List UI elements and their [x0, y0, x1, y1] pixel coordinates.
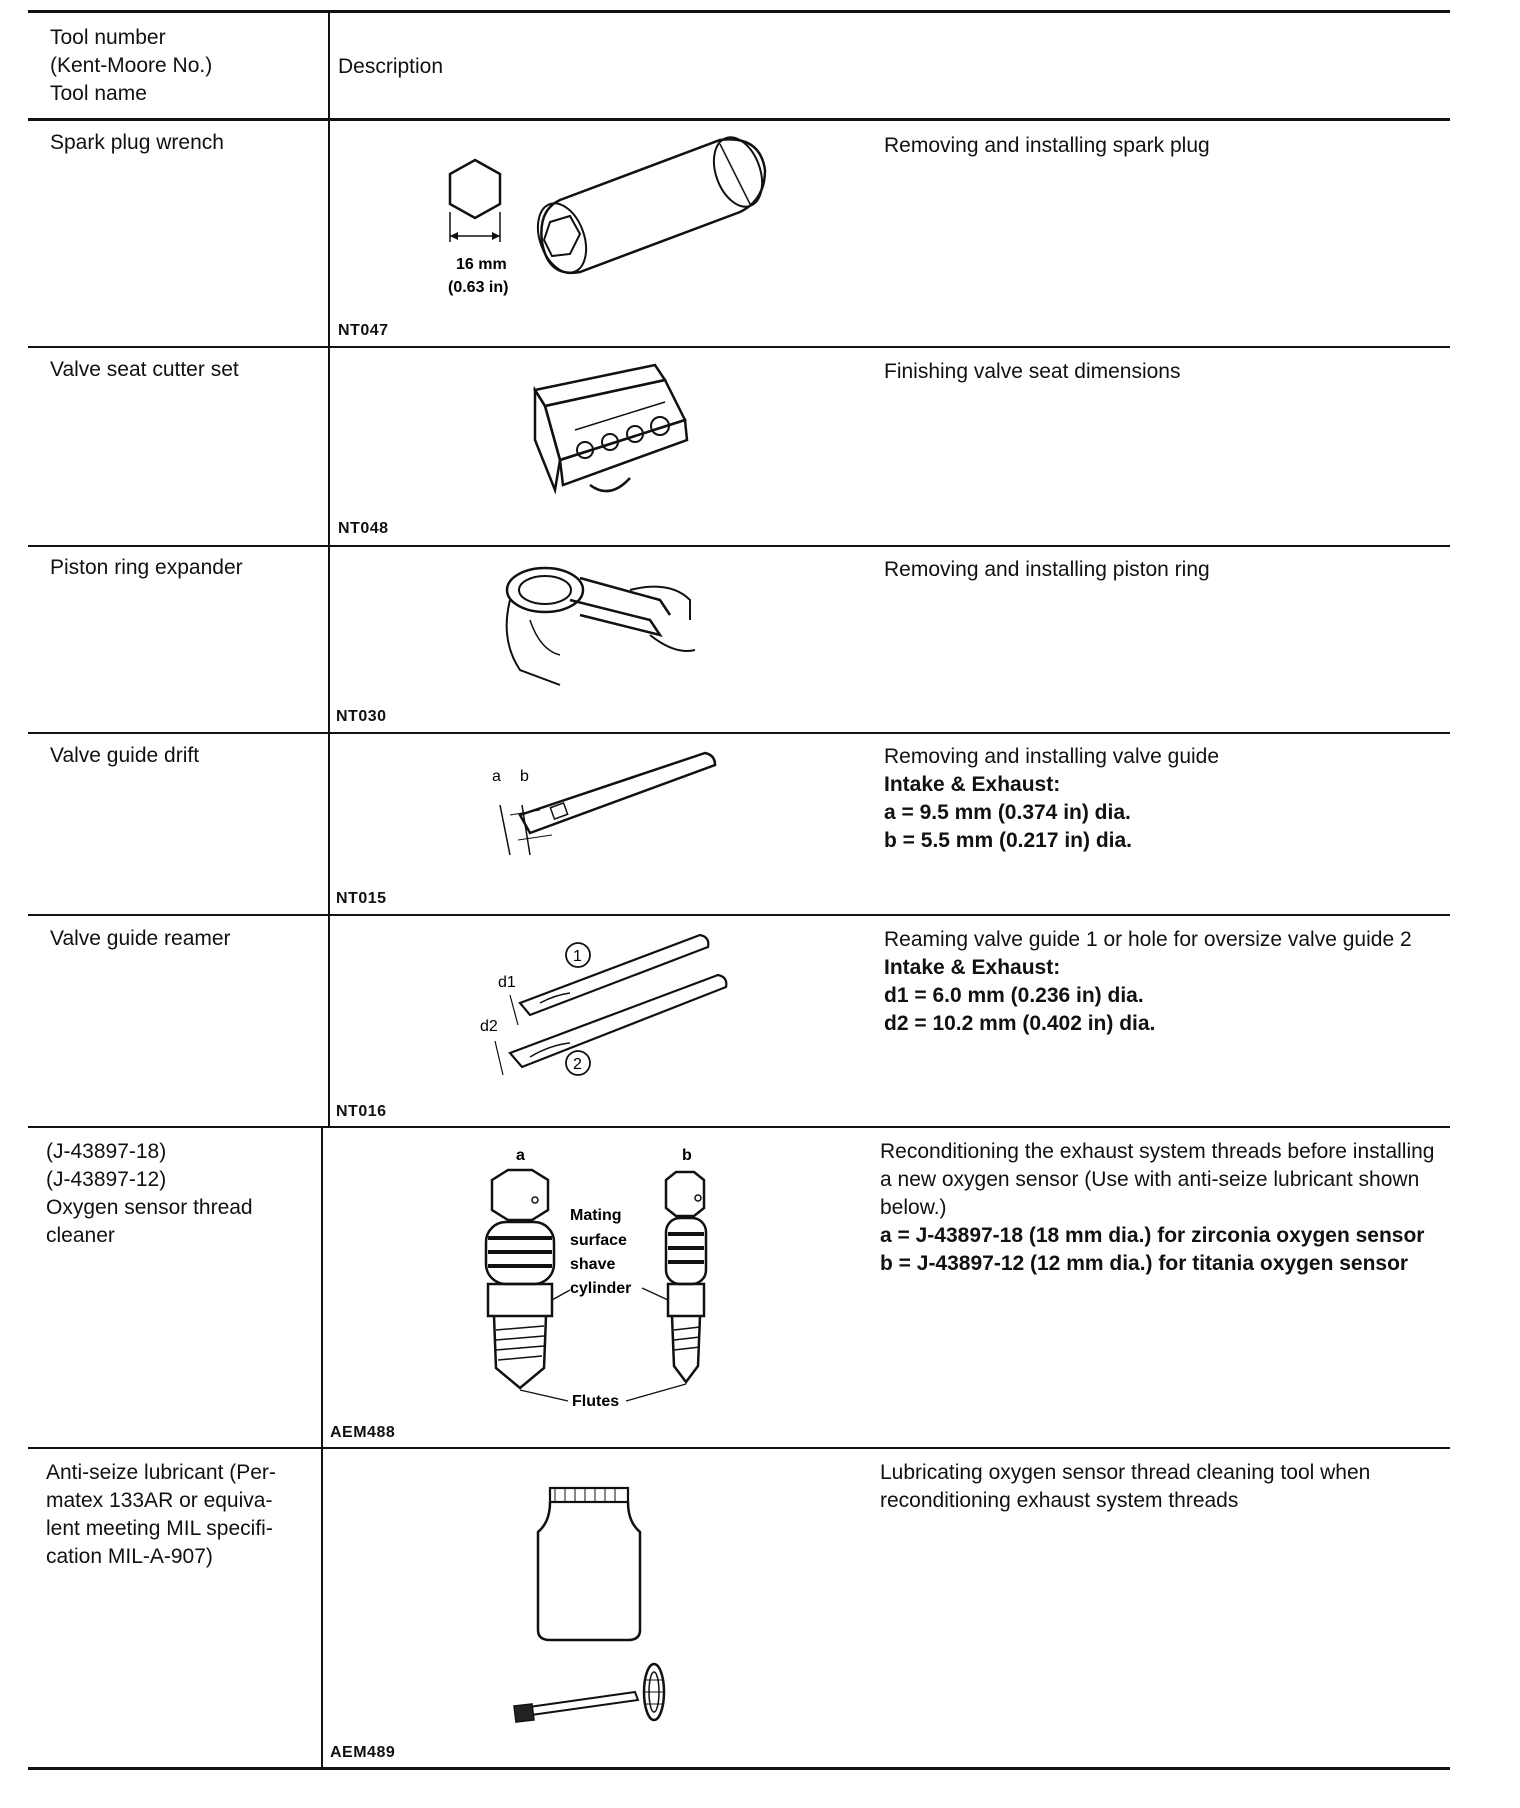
dimension-label: a	[492, 768, 501, 785]
description-valve-seat-cutter-set	[884, 358, 1444, 386]
callout-text: cylinder	[570, 1280, 632, 1297]
description-line: b = 5.5 mm (0.217 in) dia.	[884, 829, 1133, 852]
header-tool-line: (Kent-Moore No.)	[50, 54, 213, 77]
dimension-label: d1	[498, 974, 516, 991]
flutes-label: Flutes	[572, 1393, 620, 1410]
tool-a-label: a	[516, 1147, 525, 1164]
table-bottom-rule	[28, 1767, 1450, 1770]
tool-name-spark-plug-wrench	[50, 129, 320, 157]
figure-code: NT015	[336, 890, 387, 907]
tool-name-line: Valve guide drift	[50, 744, 200, 767]
column-divider-lower	[321, 1126, 323, 1770]
tool-name-line: Spark plug wrench	[50, 131, 224, 154]
description-line: Reconditioning the exhaust system threads before installing a new oxygen sensor (Use with anti-seize lubricant shown below.)	[880, 1140, 1435, 1219]
table-top-rule	[28, 10, 1450, 13]
row-rule-6	[28, 1447, 1450, 1449]
valve-seat-cutter-set-figure	[515, 360, 715, 510]
row-rule-3	[28, 732, 1450, 734]
description-line: Removing and installing piston ring	[884, 558, 1210, 581]
callout-number: 1	[573, 948, 582, 965]
description-valve-guide-drift	[884, 743, 1444, 855]
header-tool-column	[50, 24, 320, 108]
column-divider-upper	[328, 10, 330, 1128]
figure-code: NT048	[338, 520, 389, 537]
figure-code: NT047	[338, 322, 389, 339]
tool-name-line: (J-43897-12)	[46, 1168, 167, 1191]
header-tool-line: Tool number	[50, 26, 166, 49]
description-line: Removing and installing spark plug	[884, 134, 1210, 157]
header-tool-line: Tool name	[50, 82, 147, 105]
description-line: Finishing valve seat dimensions	[884, 360, 1181, 383]
dimension-label: 16 mm	[456, 256, 507, 273]
tool-name-line: matex 133AR or equiva-	[46, 1489, 273, 1512]
description-line: a = J-43897-18 (18 mm dia.) for zirconia oxygen sensor	[880, 1224, 1425, 1247]
row-rule-4	[28, 914, 1450, 916]
figure-code: NT016	[336, 1103, 387, 1120]
tool-name-line: Piston ring expander	[50, 556, 243, 579]
row-rule-5	[28, 1126, 1450, 1128]
callout-text: surface	[570, 1232, 627, 1249]
tool-name-oxygen-sensor-thread-cleaner	[46, 1138, 316, 1250]
row-rule-1	[28, 346, 1450, 348]
tool-name-anti-seize-lubricant	[46, 1459, 316, 1571]
row-rule-2	[28, 545, 1450, 547]
description-anti-seize-lubricant	[880, 1459, 1440, 1515]
figure-code: NT030	[336, 708, 387, 725]
dimension-label: b	[520, 768, 529, 785]
spark-plug-wrench-figure	[420, 130, 780, 310]
tool-name-line: lent meeting MIL specifi-	[46, 1517, 273, 1540]
tool-name-line: cation MIL-A-907)	[46, 1545, 213, 1568]
description-line: d2 = 10.2 mm (0.402 in) dia.	[884, 1012, 1156, 1035]
callout-text: Mating	[570, 1207, 622, 1224]
header-description-column: Description	[338, 55, 444, 78]
description-line: Intake & Exhaust:	[884, 773, 1061, 796]
anti-seize-lubricant-figure	[510, 1480, 690, 1740]
valve-guide-drift-figure	[480, 745, 730, 870]
valve-guide-reamer-figure	[470, 925, 740, 1085]
tool-name-valve-guide-reamer	[50, 925, 320, 953]
figure-code: AEM489	[330, 1744, 396, 1761]
header-bottom-rule	[28, 118, 1450, 121]
description-spark-plug-wrench	[884, 132, 1444, 160]
tool-name-valve-guide-drift	[50, 742, 320, 770]
description-line: Intake & Exhaust:	[884, 956, 1061, 979]
description-oxygen-sensor-thread-cleaner	[880, 1138, 1440, 1278]
oxygen-sensor-thread-cleaner-figure	[470, 1140, 730, 1410]
tool-name-line: Anti-seize lubricant (Per-	[46, 1461, 276, 1484]
figure-code: AEM488	[330, 1424, 396, 1441]
callout-text: shave	[570, 1256, 616, 1273]
tool-name-line: (J-43897-18)	[46, 1140, 167, 1163]
tool-name-valve-seat-cutter-set	[50, 356, 320, 384]
description-line: b = J-43897-12 (12 mm dia.) for titania oxygen sensor	[880, 1252, 1409, 1275]
tool-name-piston-ring-expander	[50, 554, 320, 582]
tool-name-line: Oxygen sensor thread	[46, 1196, 253, 1219]
description-valve-guide-reamer	[884, 926, 1444, 1038]
description-line: d1 = 6.0 mm (0.236 in) dia.	[884, 984, 1144, 1007]
tool-b-label: b	[682, 1147, 692, 1164]
description-line: Removing and installing valve guide	[884, 745, 1220, 768]
description-line: a = 9.5 mm (0.374 in) dia.	[884, 801, 1131, 824]
dimension-label: d2	[480, 1018, 498, 1035]
piston-ring-expander-figure	[500, 560, 700, 690]
description-line: Lubricating oxygen sensor thread cleaning tool when reconditioning exhaust system threads	[880, 1461, 1371, 1512]
tool-name-line: Valve guide reamer	[50, 927, 231, 950]
description-piston-ring-expander	[884, 556, 1444, 584]
tool-name-line: cleaner	[46, 1224, 115, 1247]
dimension-label: (0.63 in)	[448, 279, 509, 296]
description-line: Reaming valve guide 1 or hole for oversize valve guide 2	[884, 928, 1412, 951]
callout-number: 2	[573, 1056, 582, 1073]
tool-name-line: Valve seat cutter set	[50, 358, 239, 381]
